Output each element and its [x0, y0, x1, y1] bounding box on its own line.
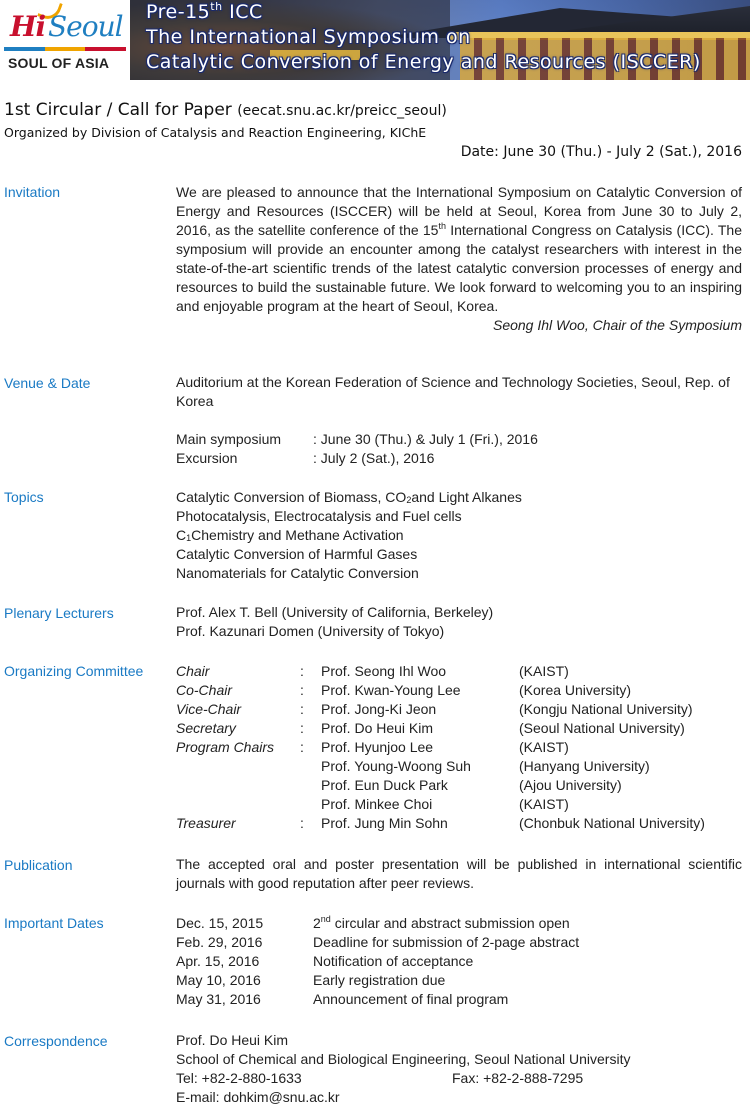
correspondence-name: Prof. Do Heui Kim [176, 1032, 289, 1048]
committee-row [176, 814, 742, 833]
committee-name: Prof. Seong Ihl Woo [321, 663, 447, 679]
committee-colon: : [300, 815, 304, 831]
section-label-topics: Topics [4, 489, 44, 505]
correspondence-fax: Fax: +82-2-888-7295 [452, 1070, 584, 1086]
header-banner [130, 0, 750, 80]
banner-line-3: Catalytic Conversion of Energy and Resources (ISCCER) [146, 51, 701, 73]
venue-place: Auditorium at the Korean Federation of Science and Technology Societies, Seoul, Rep. of Korea [176, 374, 730, 409]
committee-row [176, 757, 742, 776]
invitation-text-a: We are pleased to announce that the International Symposium on Catalytic Conversion of Energy and Resources (ISCCER) will be held at Seoul, Korea from June 30 to July 2, 2016, as the satellite conference of the 15 [176, 184, 742, 238]
committee-affiliation: (Chonbuk National University) [519, 815, 705, 831]
committee-row [176, 738, 742, 757]
date-event-pre: 2 [313, 915, 321, 931]
committee-name: Prof. Young-Woong Suh [321, 758, 471, 774]
committee-name: Prof. Minkee Choi [321, 796, 433, 812]
date-value: Dec. 15, 2015 [176, 915, 264, 931]
committee-name: Prof. Hyunjoo Lee [321, 739, 434, 755]
venue-item-name: Main symposium [176, 431, 282, 447]
topic-sub: 1 [186, 533, 192, 543]
banner-line-1-post: ICC [222, 1, 263, 23]
committee-colon [300, 757, 321, 776]
section-label-publication: Publication [4, 857, 73, 873]
date-value: May 10, 2016 [176, 972, 261, 988]
title-main: 1st Circular / Call for Paper [4, 100, 238, 120]
date-event-text: Notification of acceptance [313, 953, 474, 969]
topic-text: Catalytic Conversion of Biomass, CO [176, 489, 407, 505]
invitation-text-b: International Congress on Catalysis (ICC). The symposium will provide an encounter among the catalyst researchers with interest in the state-of-the-art scientific trends of the latest catalytic conversion processes of energy and resources to build the sustainable future. We look forward to welcoming you to an inspiring and enjoyable program at the heart of Seoul, Korea. [176, 222, 742, 314]
committee-affiliation: (Korea University) [519, 682, 632, 698]
topic-item [176, 488, 742, 507]
committee-role [176, 795, 300, 814]
logo-tagline: SOUL OF ASIA [8, 55, 110, 71]
committee-affiliation: (Seoul National University) [519, 720, 685, 736]
plenary-content [176, 603, 742, 641]
committee-colon: : [300, 701, 304, 717]
committee-name: Prof. Jong-Ki Jeon [321, 701, 437, 717]
banner-line-2: The International Symposium on [146, 26, 471, 48]
section-label-important-dates: Important Dates [4, 915, 104, 931]
committee-colon: : [300, 682, 304, 698]
committee-affiliation: (KAIST) [519, 796, 569, 812]
topic-text: C [176, 527, 187, 543]
venue-item-value: : July 2 (Sat.), 2016 [313, 450, 435, 466]
plenary-item: Prof. Kazunari Domen (University of Tokyo) [176, 623, 445, 639]
topic-item: Nanomaterials for Catalytic Conversion [176, 565, 419, 581]
committee-role: Chair [176, 663, 210, 679]
organizer-line: Organized by Division of Catalysis and Reaction Engineering, KIChE [4, 125, 427, 140]
date-row [176, 914, 742, 933]
committee-colon: : [300, 663, 304, 679]
logo-bar-yellow [45, 47, 86, 51]
committee-role: Treasurer [176, 815, 236, 831]
venue-item-name: Excursion [176, 450, 238, 466]
committee-affiliation: (Ajou University) [519, 777, 622, 793]
plenary-item: Prof. Alex T. Bell (University of California, Berkeley) [176, 604, 494, 620]
committee-row [176, 776, 742, 795]
committee-affiliation: (KAIST) [519, 739, 569, 755]
date-row [176, 971, 742, 990]
date-value: Apr. 15, 2016 [176, 953, 260, 969]
event-date-line: Date: June 30 (Thu.) - July 2 (Sat.), 2016 [460, 144, 742, 160]
correspondence-email[interactable]: E-mail: dohkim@snu.ac.kr [176, 1089, 340, 1105]
committee-colon [300, 795, 321, 814]
banner-line-1-pre: Pre-15 [146, 1, 211, 23]
committee-role: Secretary [176, 720, 236, 736]
invitation-text [176, 183, 742, 316]
committee-role: Co-Chair [176, 682, 233, 698]
committee-name: Prof. Kwan-Young Lee [321, 682, 461, 698]
header [0, 0, 750, 82]
committee-row [176, 719, 742, 738]
hi-seoul-logo [2, 0, 128, 78]
logo-bar-blue [4, 47, 45, 51]
logo-color-bar [4, 47, 126, 51]
section-label-venue: Venue & Date [4, 375, 91, 391]
committee-row [176, 700, 742, 719]
committee-colon: : [300, 720, 304, 736]
date-row [176, 952, 742, 971]
committee-colon [300, 776, 321, 795]
date-event-text: Deadline for submission of 2-page abstract [313, 934, 580, 950]
date-event-text: Announcement of final program [313, 991, 509, 1007]
important-dates-table [176, 914, 742, 1009]
title-url: (eecat.snu.ac.kr/preicc_seoul) [237, 103, 447, 119]
logo-seoul-text: Seoul [48, 10, 123, 43]
venue-item-value: : June 30 (Thu.) & July 1 (Fri.), 2016 [313, 431, 538, 447]
correspondence-dept: School of Chemical and Biological Engineering, Seoul National University [176, 1051, 631, 1067]
logo-hi-text: Hi [10, 10, 46, 43]
banner-line-1-sup: th [210, 0, 223, 13]
topic-text: and Light Alkanes [411, 489, 522, 505]
banner-title [146, 0, 701, 75]
date-row [176, 933, 742, 952]
topic-item [176, 526, 742, 545]
correspondence-phone-row [176, 1069, 742, 1088]
invitation-content [176, 183, 742, 335]
committee-name: Prof. Jung Min Sohn [321, 815, 448, 831]
committee-row [176, 795, 742, 814]
page-title [4, 100, 447, 120]
committee-role [176, 776, 300, 795]
date-event [313, 914, 570, 933]
publication-text: The accepted oral and poster presentation will be published in international scientific journals with good reputation after peer reviews. [176, 856, 742, 891]
topic-sub: 2 [406, 495, 412, 505]
committee-role: Vice-Chair [176, 701, 242, 717]
topics-content [176, 488, 742, 583]
committee-colon: : [300, 739, 304, 755]
venue-item-main [176, 430, 742, 449]
date-value: May 31, 2016 [176, 991, 261, 1007]
invitation-signature: Seong Ihl Woo, Chair of the Symposium [492, 317, 742, 333]
committee-affiliation: (Kongju National University) [519, 701, 693, 717]
date-value: Feb. 29, 2016 [176, 934, 263, 950]
committee-role: Program Chairs [176, 739, 275, 755]
venue-content [176, 373, 742, 468]
section-label-correspondence: Correspondence [4, 1033, 108, 1049]
topic-item: Photocatalysis, Electrocatalysis and Fuel cells [176, 508, 462, 524]
topic-item: Catalytic Conversion of Harmful Gases [176, 546, 418, 562]
date-row [176, 990, 742, 1009]
committee-row [176, 662, 742, 681]
date-event-sup: nd [320, 914, 331, 924]
date-event-text: Early registration due [313, 972, 446, 988]
invitation-text-sup: th [438, 221, 446, 231]
committee-row [176, 681, 742, 700]
committee-name: Prof. Eun Duck Park [321, 777, 448, 793]
committee-table [176, 662, 742, 833]
committee-affiliation: (KAIST) [519, 663, 569, 679]
topic-text: Chemistry and Methane Activation [191, 527, 404, 543]
committee-name: Prof. Do Heui Kim [321, 720, 434, 736]
date-event-text: circular and abstract submission open [330, 915, 570, 931]
committee-affiliation: (Hanyang University) [519, 758, 650, 774]
logo-bar-red [85, 47, 126, 51]
venue-item-excursion [176, 449, 742, 468]
banner-line-1 [146, 0, 701, 25]
section-label-plenary: Plenary Lecturers [4, 605, 114, 621]
section-label-invitation: Invitation [4, 184, 61, 200]
correspondence-tel: Tel: +82-2-880-1633 [176, 1070, 302, 1086]
correspondence-content [176, 1031, 742, 1106]
section-label-committee: Organizing Committee [4, 663, 144, 679]
committee-role [176, 757, 300, 776]
